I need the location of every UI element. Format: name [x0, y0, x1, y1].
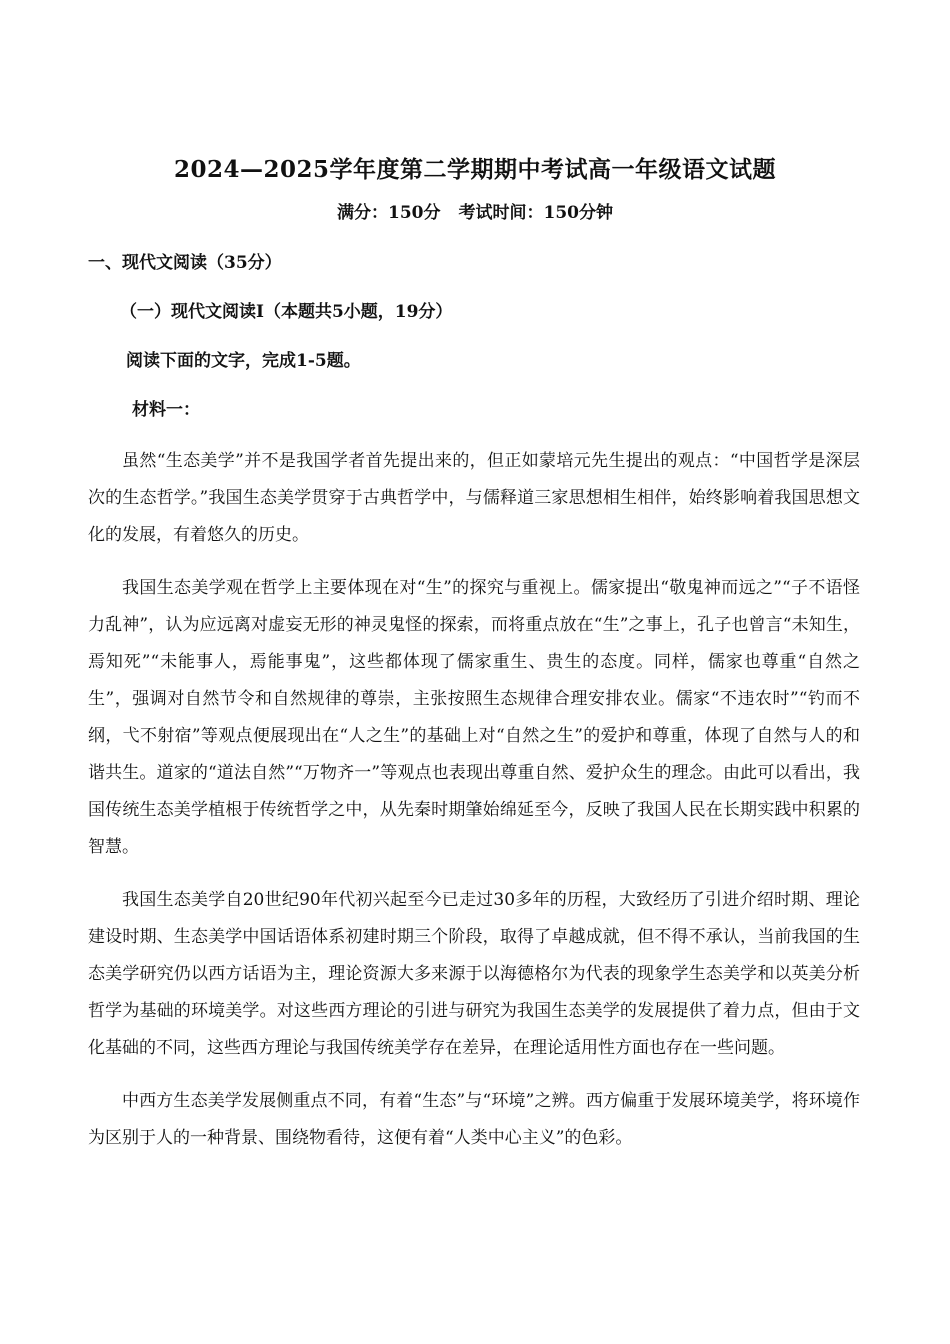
paragraph: 我国生态美学观在哲学上主要体现在对“生”的探究与重视上。儒家提出“敬鬼神而远之”“子不语怪力乱神”，认为应远离对虚妄无形的神灵鬼怪的探索，而将重点放在“生”之事上，孔子也曾言“未知生，焉知死”“未能事人，焉能事鬼”，这些都体现了儒家重生、贵生的态度。同样，儒家也尊重“自然之生”，强调对自然节令和自然规律的尊崇，主张按照生态规律合理安排农业。儒家“不违农时”“钓而不纲，弋不射宿”等观点便展现出在“人之生”的基础上对“自然之生”的爱护和尊重，体现了自然与人的和谐共生。道家的“道法自然”“万物齐一”等观点也表现出尊重自然、爱护众生的理念。由此可以看出，我国传统生态美学植根于传统哲学之中，从先秦时期肇始绵延至今，反映了我国人民在长期实践中积累的智慧。 — [88, 578, 860, 857]
exam-meta — [0, 200, 950, 226]
material-body — [88, 443, 860, 1173]
reading-instruction: 阅读下面的文字，完成1-5题。 — [126, 351, 361, 371]
section-heading: 一、现代文阅读（35分） — [88, 253, 282, 273]
paragraph: 我国生态美学自20世纪90年代初兴起至今已走过30多年的历程，大致经历了引进介绍时期、理论建设时期、生态美学中国话语体系初建时期三个阶段，取得了卓越成就，但不得不承认，当前我国的生态美学研究仍以西方话语为主，理论资源大多来源于以海德格尔为代表的现象学生态美学和以英美分析哲学为基础的环境美学。对这些西方理论的引进与研究为我国生态美学的发展提供了着力点，但由于文化基础的不同，这些西方理论与我国传统美学存在差异，在理论适用性方面也存在一些问题。 — [88, 890, 860, 1058]
full-score-label: 满分：150分 — [337, 203, 441, 223]
paragraph: 中西方生态美学发展侧重点不同，有着“生态”与“环境”之辨。西方偏重于发展环境美学，将环境作为区别于人的一种背景、围绕物看待，这便有着“人类中心主义”的色彩。 — [88, 1091, 860, 1148]
subsection-heading: （一）现代文阅读Ⅰ（本题共5小题，19分） — [120, 302, 453, 322]
exam-time-label: 考试时间：150分钟 — [458, 203, 613, 223]
exam-title: 2024—2025学年度第二学期期中考试高一年级语文试题 — [173, 156, 777, 183]
paragraph: 虽然“生态美学”并不是我国学者首先提出来的，但正如蒙培元先生提出的观点：“中国哲学是深层次的生态哲学。”我国生态美学贯穿于古典哲学中，与儒释道三家思想相生相伴，始终影响着我国思想文化的发展，有着悠久的历史。 — [88, 451, 860, 545]
material-label: 材料一： — [132, 400, 200, 420]
